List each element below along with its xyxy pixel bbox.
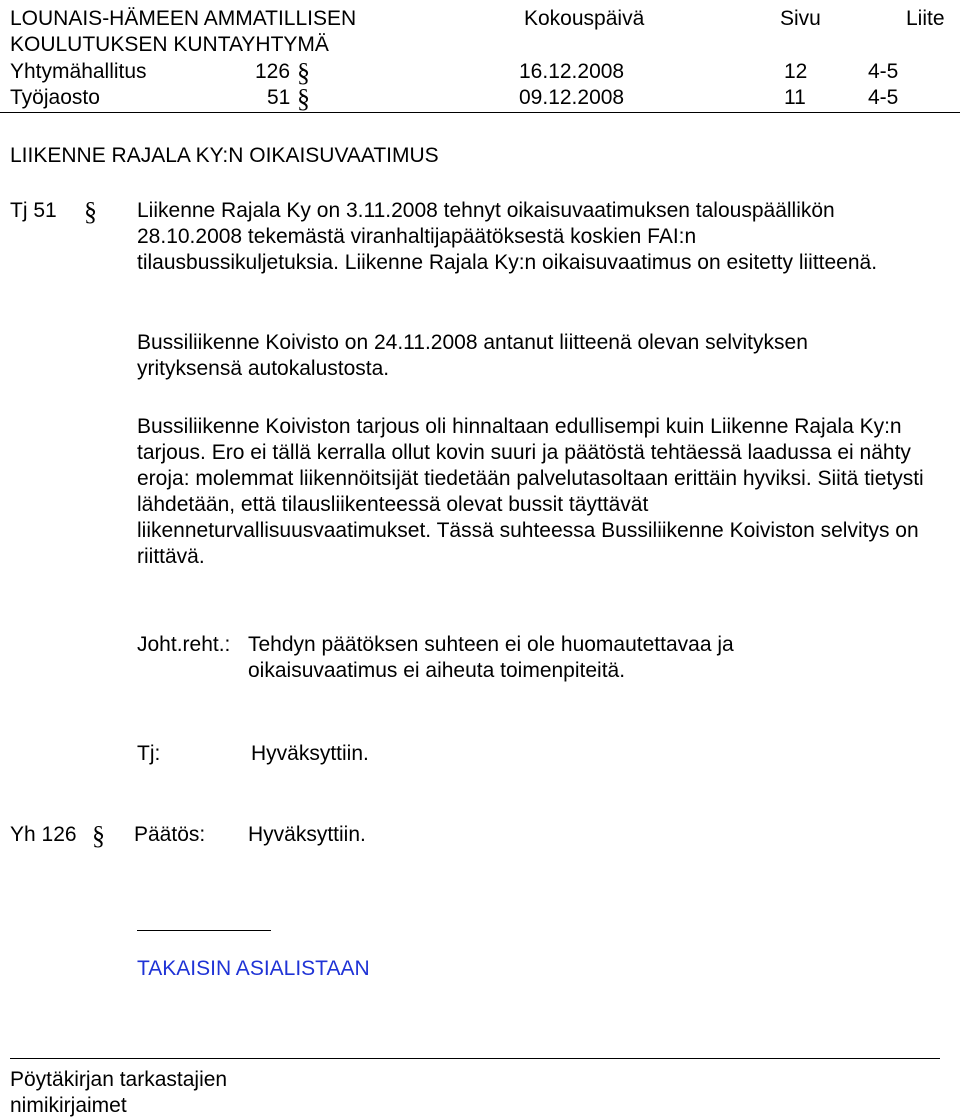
tj-reference: Tj 51	[10, 199, 57, 222]
section-sign-icon: §	[297, 84, 310, 113]
page-title: LIIKENNE RAJALA KY:N OIKAISUVAATIMUS	[10, 144, 439, 167]
body-name: Työjaosto	[10, 86, 100, 109]
tj-decision-label: Tj:	[137, 742, 161, 765]
page-number: 12	[784, 60, 808, 83]
yh-decision-text: Hyväksyttiin.	[248, 823, 366, 846]
meeting-date: 09.12.2008	[519, 86, 625, 109]
paragraph: Bussiliikenne Koiviston tarjous oli hinnaltaan edullisempi kuin Liikenne Rajala Ky:n tarjous. Ero ei tällä kerralla ollut kovin suuri ja päätöstä tehtäessä laadussa ei nähty eroja: molemmat liikennöitsijät tiedetään palvelutasoltaan erittäin hyviksi. Siitä tietysti lähdetään, että tilausliikenteessä olevat bussit täyttävät liikenneturvallisuusvaatimukset. Tässä suhteessa Bussiliikenne Koiviston selvitys on riittävä.	[137, 415, 924, 568]
proposal-label: Joht.reht.:	[137, 633, 231, 656]
yh-decision-label: Päätös:	[134, 823, 206, 846]
yh-reference: Yh 126	[10, 823, 77, 846]
short-divider	[137, 930, 271, 931]
section-number: 51	[267, 86, 291, 109]
attachment-number: 4-5	[868, 86, 899, 109]
back-to-agenda-link[interactable]: TAKAISIN ASIALISTAAN	[137, 957, 370, 980]
page-number: 11	[784, 86, 806, 109]
section-sign-icon: §	[92, 821, 105, 850]
header-divider	[0, 112, 960, 113]
footer-label-line1: Pöytäkirjan tarkastajien	[10, 1068, 228, 1091]
body-name: Yhtymähallitus	[10, 60, 147, 83]
paragraph: Bussiliikenne Koivisto on 24.11.2008 antanut liitteenä olevan selvityksen yrityksensä autokalustosta.	[137, 331, 808, 380]
section-number: 126	[255, 60, 291, 83]
section-sign-icon: §	[84, 197, 97, 226]
footer-label-line2: nimikirjaimet	[10, 1094, 127, 1117]
section-sign-icon: §	[297, 58, 310, 87]
attachment-number: 4-5	[868, 60, 899, 83]
org-name-line2: KOULUTUKSEN KUNTAYHTYMÄ	[10, 33, 329, 56]
meeting-date: 16.12.2008	[519, 60, 625, 83]
proposal-text: Tehdyn päätöksen suhteen ei ole huomautettavaa ja oikaisuvaatimus ei aiheuta toimenpiteitä.	[248, 633, 734, 682]
col-page-header: Sivu	[780, 7, 821, 30]
org-name-line1: LOUNAIS-HÄMEEN AMMATILLISEN	[10, 7, 357, 30]
col-attachment-header: Liite	[906, 7, 945, 30]
footer-divider	[10, 1058, 940, 1059]
col-date-header: Kokouspäivä	[524, 7, 645, 30]
tj-decision-text: Hyväksyttiin.	[251, 742, 369, 765]
paragraph: Liikenne Rajala Ky on 3.11.2008 tehnyt oikaisuvaatimuksen talouspäällikön 28.10.2008 tekemästä viranhaltijapäätöksestä koskien FAI:n tilausbussikuljetuksia. Liikenne Rajala Ky:n oikaisuvaatimus on esitetty liitteenä.	[137, 199, 878, 274]
